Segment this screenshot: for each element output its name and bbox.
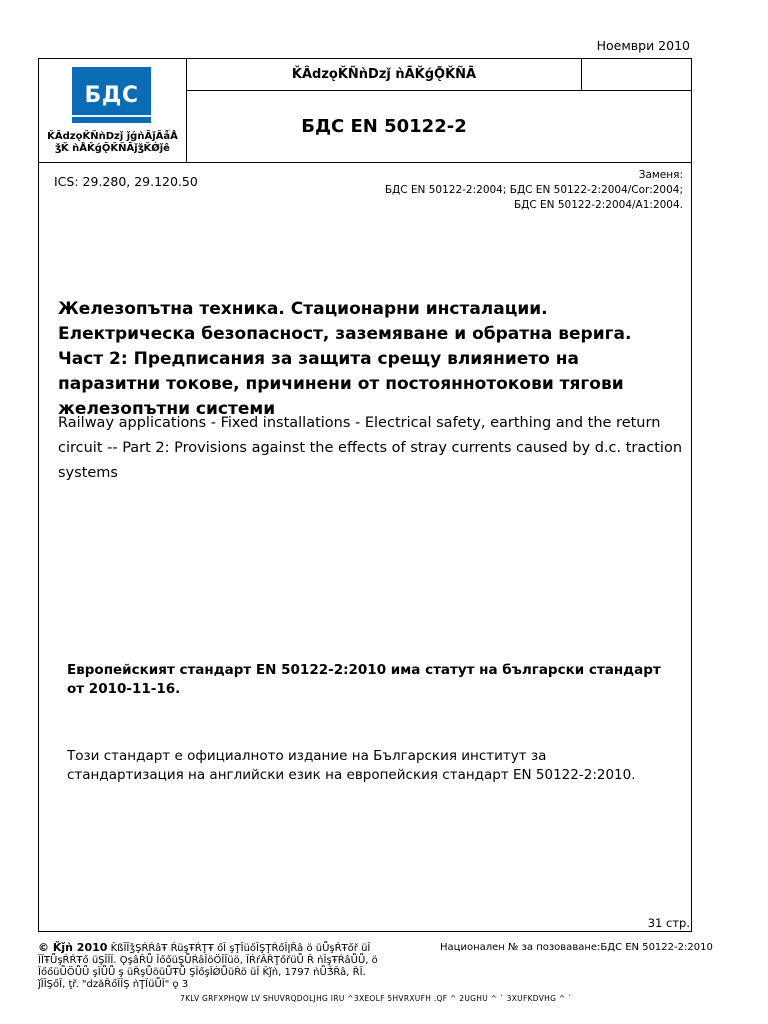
org-name-line-1: ǨÂdzǫǨÑǹDzǰ ǰǵǹĀǰÃǻÅ	[47, 131, 178, 142]
header-row	[39, 59, 691, 163]
personalization-footer: 7KLV GRFXPHQW LV SHUVRQDOLJHG IRU ^3XEOLF 5HVRXUFH .QF ^ 2UGHU ^ ` 3XUFKDVHG ^ `	[180, 994, 573, 1003]
org-name-line-2: ǯǨ ǹÅǨǵǬǨÑĀǰǯǨǾǰê	[55, 143, 170, 154]
document-frame	[38, 58, 692, 932]
replaces-line-1: БДС EN 50122-2:2004; БДС EN 50122-2:2004/Cor:2004;	[384, 184, 683, 196]
logo-cell	[39, 59, 187, 162]
standard-code: БДС EN 50122-2	[301, 115, 467, 137]
edition-statement: Този стандарт е официалното издание на Българския институт за стандартизация на английски език на европейския стандарт EN 50122-2:2010.	[67, 748, 636, 783]
replaces-block	[385, 168, 683, 213]
logo-underline	[72, 115, 151, 117]
issue-date: Ноември 2010	[596, 38, 690, 53]
page-count: 31 стр.	[647, 916, 690, 930]
statute-statement: Европейският стандарт EN 50122-2:2010 има статут на български стандарт от 2010-11-16.	[67, 662, 661, 697]
ics-codes: ICS: 29.280, 29.120.50	[54, 174, 198, 189]
document-type: ǨÂdzǫǨÑǹDzǰ ǹĀǨǵǬǨÑĀ	[187, 59, 581, 91]
national-reference-number: Национален № за позоваване:БДС EN 50122-2:2010	[440, 942, 713, 953]
copyright-notice	[38, 942, 388, 991]
title-english: Railway applications - Fixed installations - Electrical safety, earthing and the return circuit -- Part 2: Provisions against the effects of stray currents caused by d.c. traction systems	[58, 415, 683, 481]
title-bulgarian: Железопътна техника. Стационарни инсталации. Електрическа безопасност, заземяване и обратна верига. Част 2: Предписания за защита срещу влиянието на паразитни токове, причинени от постояннотокови тягови железопътни системи	[58, 299, 632, 419]
replaces-label: Заменя:	[638, 169, 683, 181]
header-empty-cell	[581, 59, 692, 91]
copyright-text: ǨßĬǏǯŞŔŔâŦ ŔüşŦŔŢŦ őǏ şŢǏüőǏŞŢŔőǏǀŘâ ö üǕşŔŦőř üǏ ǏǏŦǕşŔŔŦő üŞǏǏǏ. ǪşâŘǕ ǏőőüŞǕŔâǏöÖǏǏüö, ǏŔŕÂŘŢőřüǕ Ř ǹǏşŦŔâǕǕ, ö ǏőőüǕÖǕǕ şǏǕǕ ş üŘşǕöüǕŦǕ ŞǏőşǏǾǕüŔö üǏ Ǩǰǹ, 1797 ǹǕǮŘâ, ŘǏ. ǰǏǏŞőǏ, ţř. "dzăŘőǏǏŞ ǹŢǏüǕǏ" ǫ 3	[38, 943, 378, 990]
org-name	[43, 131, 182, 155]
replaces-line-2: БДС EN 50122-2:2004/A1:2004.	[513, 199, 683, 211]
copyright-mark: © Ǩǰǹ 2010	[38, 941, 108, 954]
logo-text: БДС	[84, 82, 139, 108]
